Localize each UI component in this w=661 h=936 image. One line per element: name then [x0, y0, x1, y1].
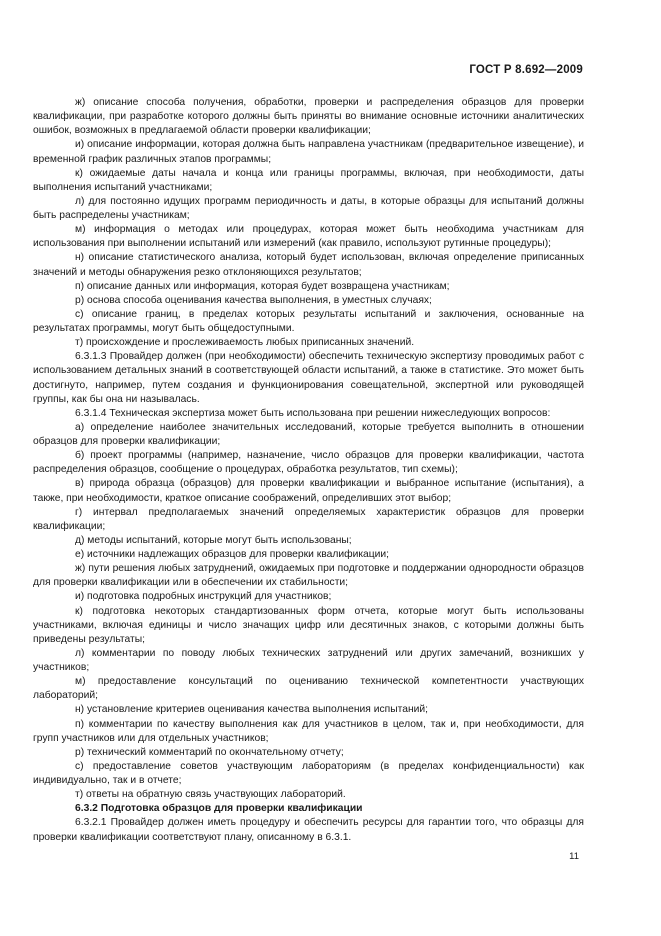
paragraph: 6.3.2.1 Провайдер должен иметь процедуру и обеспечить ресурсы для гарантии того, что образцы для проверки квалификации соответствуют плану, описанному в 6.3.1.: [33, 817, 584, 843]
paragraph: л) комментарии по поводу любых технических затруднений или других замечаний, возникших у участников;: [33, 647, 584, 673]
paragraph: м) информация о методах или процедурах, которая может быть необходима участникам для использования при выполнении испытаний или измерений (как правило, используют рутинные процедуры);: [33, 224, 584, 250]
paragraph: ж) пути решения любых затруднений, ожидаемых при подготовке и поддержании однородности образцов для проверки квалификации или в обеспечении их стабильности;: [33, 563, 584, 589]
paragraph: с) описание границ, в пределах которых результаты испытаний и заключения, основанные на результатах программы, могут быть общедоступными.: [33, 308, 584, 334]
paragraph: л) для постоянно идущих программ периодичность и даты, в которые образцы для испытаний должны быть распределены участникам;: [33, 195, 584, 221]
section-heading: 6.3.2 Подготовка образцов для проверки квалификации: [75, 803, 363, 815]
paragraph: г) интервал предполагаемых значений определяемых характеристик образцов для проверки квалификации;: [33, 506, 584, 532]
paragraph: ж) описание способа получения, обработки, проверки и распределения образцов для проверки квалификации, при разработке которого должны быть приняты во внимание основные источники аналитических ошибок, возможных в предлагаемой области проверки квалификации;: [33, 97, 584, 137]
document-body: [33, 96, 584, 845]
paragraph: и) подготовка подробных инструкций для участников;: [75, 591, 332, 603]
paragraph: а) определение наиболее значительных исследований, которые требуется выполнить в отношении образцов для проверки квалификации;: [33, 421, 584, 447]
paragraph: 6.3.1.3 Провайдер должен (при необходимости) обеспечить техническую экспертизу проводимых работ с использованием детальных знаний в соответствующей области испытаний, а также в статистике. Это может быть достигнуто, например, путем создания и функционирования совещательной, экспертной или руководящей группы, как бы она ни называлась.: [33, 351, 584, 405]
paragraph: д) методы испытаний, которые могут быть использованы;: [75, 534, 352, 546]
paragraph: м) предоставление консультаций по оцениванию технической компетентности участвующих лабораторий;: [33, 676, 584, 702]
paragraph: р) основа способа оценивания качества выполнения, в уместных случаях;: [75, 294, 432, 306]
paragraph: б) проект программы (например, назначение, число образцов для проверки квалификации, частота распределения образцов, сообщение о процедурах, обработка результатов, тип схемы);: [33, 450, 584, 476]
page-number: 11: [569, 851, 579, 862]
paragraph: с) предоставление советов участвующим лабораториям (в пределах конфиденциальности) как индивидуально, так и в отчете;: [33, 760, 584, 786]
paragraph: п) описание данных или информация, которая будет возвращена участникам;: [75, 280, 450, 292]
paragraph: и) описание информации, которая должна быть направлена участникам (предварительное извещение), и временной график различных этапов программы;: [33, 139, 584, 165]
paragraph: н) установление критериев оценивания качества выполнения испытаний;: [75, 704, 428, 716]
paragraph: р) технический комментарий по окончательному отчету;: [75, 746, 344, 758]
paragraph: н) описание статистического анализа, который будет использован, включая определение приписанных значений и методы обнаружения резко отклоняющихся результатов;: [33, 252, 584, 278]
paragraph: т) ответы на обратную связь участвующих лабораторий.: [75, 789, 346, 801]
paragraph: к) подготовка некоторых стандартизованных форм отчета, которые могут быть использованы участниками, включая единицы и число значащих цифр или десятичных знаков, с которыми должны быть приведены результаты;: [33, 605, 584, 645]
paragraph: к) ожидаемые даты начала и конца или границы программы, включая, при необходимости, даты выполнения испытаний участниками;: [33, 167, 584, 193]
paragraph: в) природа образца (образцов) для проверки квалификации и выбранное испытание (испытания), а также, при необходимости, краткое описание соображений, определивших этот выбор;: [33, 478, 584, 504]
paragraph: 6.3.1.4 Техническая экспертиза может быть использована при решении нижеследующих вопросов:: [75, 407, 551, 419]
paragraph: п) комментарии по качеству выполнения как для участников в целом, так и, при необходимости, для групп участников или для отдельных участников;: [33, 718, 584, 744]
paragraph: т) происхождение и прослеживаемость любых приписанных значений.: [75, 337, 415, 349]
standard-number: ГОСТ Р 8.692—2009: [469, 64, 583, 76]
paragraph: е) источники надлежащих образцов для проверки квалификации;: [75, 549, 390, 560]
